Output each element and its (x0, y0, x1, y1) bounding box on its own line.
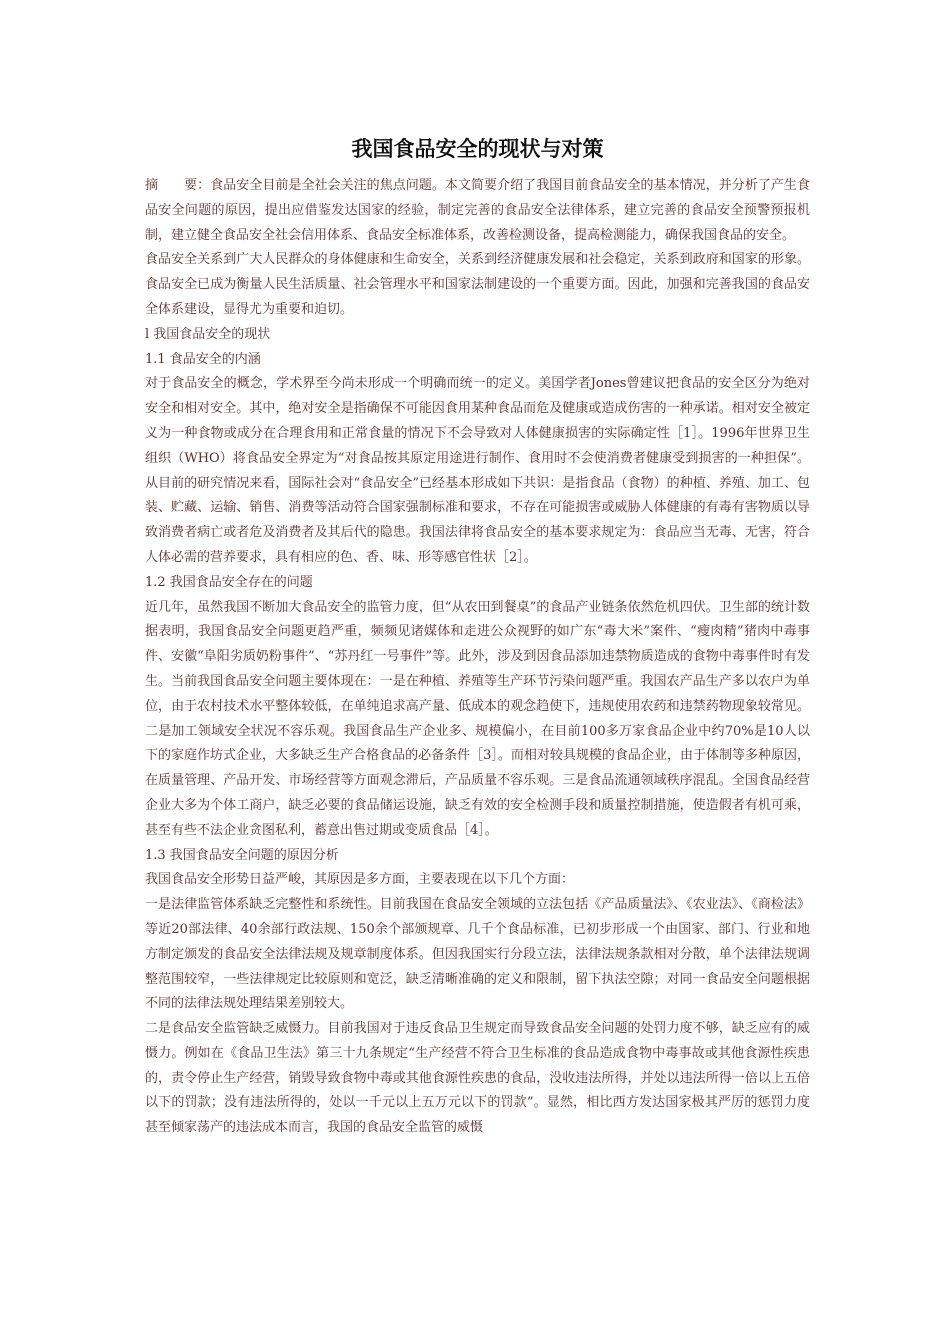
section-1-heading: l 我国食品安全的现状 (145, 326, 271, 342)
section-1-2-heading: 1.2 我国食品安全存在的问题 (145, 574, 313, 590)
document-page (145, 134, 810, 1141)
section-1-1-paragraph: 对于食品安全的概念，学术界至今尚未形成一个明确而统一的定义。美国学者Jones曾建议把食品的安全区分为绝对安全和相对安全。其中，绝对安全是指确保不可能因食用某种食品而危及健康或造成伤害的一种承诺。相对安全被定义为一种食物或成分在合理食用和正常食量的情况下不会导致对人体健康损害的实际确定性［1］。1996年世界卫生组织（WHO）将食品安全界定为“对食品按其原定用途进行制作、食用时不会使消费者健康受到损害的一种担保”。从目前的研究情况来看，国际社会对“食品安全”已经基本形成如下共识：是指食品（食物）的种植、养殖、加工、包装、贮藏、运输、销售、消费等活动符合国家强制标准和要求，不存在可能损害或威胁人体健康的有毒有害物质以导致消费者病亡或者危及消费者及其后代的隐患。我国法律将食品安全的基本要求规定为：食品应当无毒、无害，符合人体必需的营养要求，具有相应的色、香、味、形等感官性状［2］。 (145, 376, 810, 565)
abstract-label: 摘 要： (145, 178, 211, 193)
section-1-3-paragraph-3: 二是食品安全监管缺乏威慑力。目前我国对于违反食品卫生规定而导致食品安全问题的处罚力度不够，缺乏应有的威慑力。例如在《食品卫生法》第三十九条规定“生产经营不符合卫生标准的食品造成食物中毒事故或其他食源性疾患的，责令停止生产经营，销毁导致食物中毒或其他食源性疾患的食品，没收违法所得，并处以违法所得一倍以上五倍以下的罚款；没有违法所得的，处以一千元以上五万元以下的罚款”。显然，相比西方发达国家极其严厉的惩罚力度甚至倾家荡产的违法成本而言，我国的食品安全监管的威慑 (145, 1021, 810, 1136)
section-1-3-paragraph-1: 我国食品安全形势日益严峻，其原因是多方面，主要表现在以下几个方面： (145, 872, 575, 888)
section-1-2-paragraph: 近几年，虽然我国不断加大食品安全的监管力度，但“从农田到餐桌”的食品产业链条依然危机四伏。卫生部的统计数据表明，我国食品安全问题更趋严重，频频见诸媒体和走进公众视野的如广东“毒大米”案件、“瘦肉精”猪肉中毒事件、安徽“阜阳劣质奶粉事件”、“苏丹红一号事件”等。此外，涉及到因食品添加违禁物质造成的食物中毒事件时有发生。当前我国食品安全问题主要体现在：一是在种植、养殖等生产环节污染问题严重。我国农产品生产多以农户为单位，由于农村技术水平整体较低，在单纯追求高产量、低成本的观念趋使下，违规使用农药和违禁药物现象较常见。二是加工领域安全状况不容乐观。我国食品生产企业多、规模偏小，在目前100多万家食品企业中约70%是10人以下的家庭作坊式企业，大多缺乏生产合格食品的必备条件［3］。而相对较具规模的食品企业，由于体制等多种原因，在质量管理、产品开发、市场经营等方面观念滞后，产品质量不容乐观。三是食品流通领域秩序混乱。全国食品经营企业大多为个体工商户，缺乏必要的食品储运设施，缺乏有效的安全检测手段和质量控制措施，使造假者有机可乘，甚至有些不法企业贪图私利，蓄意出售过期或变质食品［4］。 (145, 599, 810, 838)
abstract-text: 食品安全目前是全社会关注的焦点问题。本文简要介绍了我国目前食品安全的基本情况，并分析了产生食品安全问题的原因，提出应借鉴发达国家的经验，制定完善的食品安全法律体系，建立完善的食品安全预警预报机制，建立健全食品安全社会信用体系、食品安全标准体系，改善检测设备，提高检测能力，确保我国食品的安全。 (145, 178, 810, 243)
abstract-paragraph (145, 174, 810, 248)
section-1-3-heading: 1.3 我国食品安全问题的原因分析 (145, 847, 339, 863)
section-1-1-heading: 1.1 食品安全的内涵 (145, 351, 261, 367)
document-title: 我国食品安全的现状与对策 (351, 137, 604, 161)
section-1-3-paragraph-2: 一是法律监管体系缺乏完整性和系统性。目前我国在食品安全领域的立法包括《产品质量法》、《农业法》、《商检法》等近20部法律、40余部行政法规、150余个部颁规章、几千个食品标准，已初步形成一个由国家、部门、行业和地方制定颁发的食品安全法律法规及规章制度体系。但因我国实行分段立法，法律法规条款相对分散，单个法律法规调整范围较窄，一些法律规定比较原则和宽泛，缺乏清晰准确的定义和限制，留下执法空隙；对同一食品安全问题根据不同的法律法规处理结果差别较大。 (145, 897, 810, 1012)
intro-paragraph: 食品安全关系到广大人民群众的身体健康和生命安全，关系到经济健康发展和社会稳定，关系到政府和国家的形象。食品安全已成为衡量人民生活质量、社会管理水平和国家法制建设的一个重要方面。因此，加强和完善我国的食品安全体系建设，显得尤为重要和迫切。 (145, 252, 810, 317)
